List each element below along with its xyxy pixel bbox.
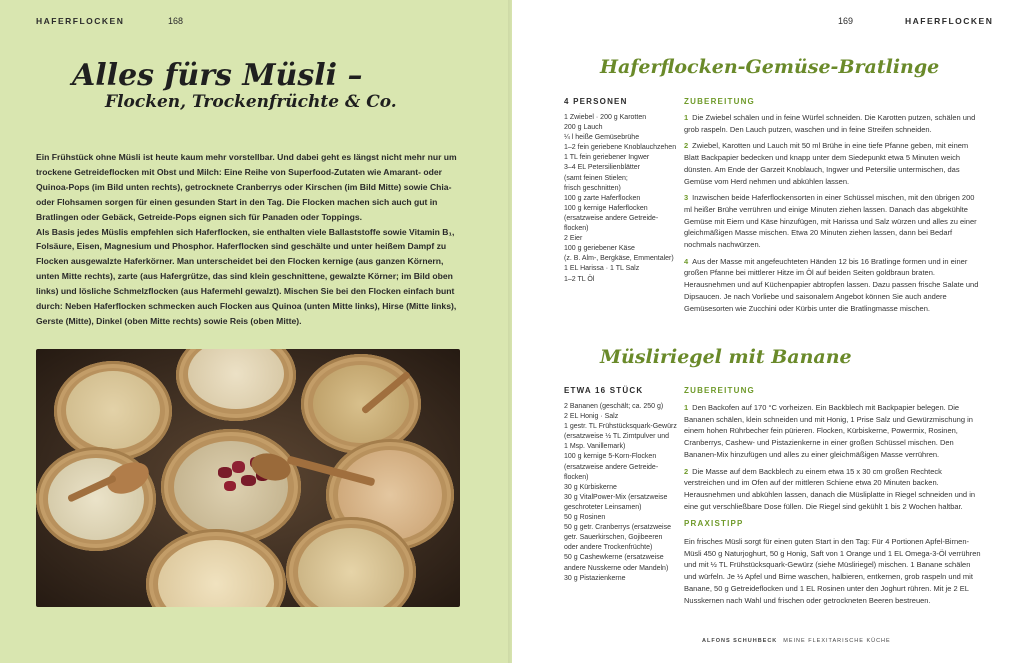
preparation-steps <box>684 112 982 319</box>
step-number: 3 <box>684 193 689 203</box>
step-text: Den Backofen auf 170 °C vorheizen. Ein Backblech mit Backpapier belegen. Die Bananen schälen, klein schneiden und mit Honig, 1 Prise Salz und Gewürzmischung in einem hohen Rührbecher fein pürieren. Flocken, Kürbiskerne, Powermix, Rosinen, Cranberrys, Cashew- und Pistazienkerne in einer großen Schüssel mischen. Den Bananen-Mix hinzufügen und alles zu einer gleichmäßigen Masse verrühren. <box>684 403 973 459</box>
ingredient: getr. Sauerkirschen, Gojibeeren <box>564 534 663 542</box>
preparation-steps <box>684 402 982 611</box>
recipe-title: Müsliriegel mit Banane <box>600 346 852 368</box>
ingredient: frisch geschnitten) <box>564 184 621 192</box>
tip-text: Ein frisches Müsli sorgt für einen guten Start in den Tag: Für 4 Portionen Apfel-Birnen-Müsli 450 g Naturjoghurt, 50 g Honig, Saft von 1 Orange und 1 EL Omega-3-Öl verrühren und mit ½ TL Frühstücksquark-Gewürz (siehe Müsliriegel) mischen. 1 Banane schälen und würfeln. Je ½ Apfel und Birne waschen, halbieren, entkernen, grob raspeln und mit Banane, 50 g Getreideflocken und 1 EL Rosinen unter den Joghurt rühren. Mit je 2 EL Nusskernen nach Wahl und frischen oder getrockneten Beeren bestreuen. <box>684 537 981 605</box>
ingredient: 2 Eier <box>564 235 583 243</box>
page-number-left: 168 <box>168 16 184 26</box>
step-text: Die Zwiebel schälen und in feine Würfel schneiden. Die Karotten putzen, schälen und grob raspeln. Den Lauch putzen, waschen und in feine Streifen schneiden. <box>684 113 976 134</box>
ingredient: flocken) <box>564 225 589 233</box>
ingredient: andere Nusskerne oder Mandeln) <box>564 564 669 572</box>
ingredient: 30 g Pistazienkerne <box>564 574 626 582</box>
ingredient: oder andere Trockenfrüchte) <box>564 544 653 552</box>
ingredient: ¼ l heiße Gemüsebrühe <box>564 134 640 142</box>
page-footer <box>702 638 891 644</box>
ingredient: 2 Bananen (geschält; ca. 250 g) <box>564 403 664 410</box>
ingredient: 30 g Kürbiskerne <box>564 483 617 491</box>
preparation-label: ZUBEREITUNG <box>684 97 755 106</box>
running-head-left: HAFERFLOCKEN <box>36 16 125 26</box>
running-head-right: HAFERFLOCKEN <box>905 16 994 26</box>
ingredient: (ersatzweise andere Getreide- <box>564 463 659 471</box>
ingredient: (z. B. Alm-, Bergkäse, Emmentaler) <box>564 255 674 263</box>
ingredient-list <box>564 402 677 584</box>
step-number: 1 <box>684 113 689 122</box>
ingredient: 100 g geriebener Käse <box>564 245 635 253</box>
ingredient: 1–2 fein geriebene Knoblauchzehen <box>564 144 677 152</box>
ingredient: flocken) <box>564 473 589 481</box>
ingredient: 50 g Rosinen <box>564 514 606 522</box>
ingredient: 50 g getr. Cranberrys (ersatzweise <box>564 524 671 532</box>
ingredient: 1–2 TL Öl <box>564 275 595 283</box>
page-number-right: 169 <box>838 16 854 26</box>
ingredient: 30 g VitalPower-Mix (ersatzweise <box>564 493 668 501</box>
ingredient: 200 g Lauch <box>564 124 603 132</box>
page-subtitle: Flocken, Trockenfrüchte & Co. <box>105 92 397 112</box>
cereal-flakes-photo <box>36 349 460 607</box>
ingredient: (samt feinen Stielen; <box>564 174 628 182</box>
step-number: 4 <box>684 256 689 266</box>
ingredient: 3–4 EL Petersilienblätter <box>564 164 641 172</box>
step-text: Die Masse auf dem Backblech zu einem etwa 15 x 30 cm großen Rechteck verstreichen und im Ofen auf der mittleren Schiene etwa 20 Minuten backen. Herausnehmen und abkühlen lassen, danach die Müsliplatte in Riegel schneiden und in eine gut verschließbare Dose füllen. Die Riegel sind gekühlt 1 bis 2 Wochen haltbar. <box>684 466 976 511</box>
step <box>684 466 982 513</box>
ingredient: 1 TL fein geriebener Ingwer <box>564 154 650 162</box>
preparation-label: ZUBEREITUNG <box>684 386 755 395</box>
step-number: 2 <box>684 141 689 151</box>
footer-book-title: MEINE FLEXITARISCHE KÜCHE <box>783 638 891 644</box>
step <box>684 256 982 315</box>
ingredient: 1 EL Harissa · 1 TL Salz <box>564 265 640 273</box>
ingredient: 2 EL Honig · Salz <box>564 413 619 421</box>
ingredient: 1 Msp. Vanillemark) <box>564 443 626 451</box>
tip-label: PRAXISTIPP <box>684 519 744 529</box>
page-title: Alles fürs Müsli – <box>72 58 363 93</box>
step-text: Zwiebel, Karotten und Lauch mit 50 ml Brühe in eine tiefe Pfanne geben, mit einem Blatt Backpapier bedecken und knapp unter dem Siedepunkt etwa 5 Minuten weich dünsten. Am Ende der Garzeit Knoblauch, Ingwer und Petersilie untermischen, das Gemüse vom Herd nehmen und abkühlen lassen. <box>684 141 969 186</box>
ingredient: 1 Zwiebel · 200 g Karotten <box>564 114 647 121</box>
step <box>684 140 982 187</box>
step-text: Aus der Masse mit angefeuchteten Händen 12 bis 16 Bratlinge formen und in einer großen Pfanne bei mittlerer Hitze im Öl auf beiden Seiten goldbraun braten. Herausnehmen und auf Küchenpapier abtropfen lassen. Dazu passen frische Salate und Dipsaucen. Je nach Vorliebe und saisonalem Angebot können Sie auch andere Gemüsesorten wie Zucchini oder Kürbis unter die Bratlingmasse mischen. <box>684 256 979 313</box>
ingredient: 1 gestr. TL Frühstücksquark-Gewürz <box>564 423 677 431</box>
servings-label: 4 PERSONEN <box>564 97 628 106</box>
intro-paragraph: Ein Frühstück ohne Müsli ist heute kaum mehr vorstellbar. Und dabei geht es längst nicht mehr nur um trockene Getreideflocken mit Obst und Milch: Eine Reihe von Superfood-Zutaten wie Amarant- oder Quinoa-Pops (im Bild unten rechts), getrocknete Cranberrys oder Kirschen (im Bild Mitte) sowie Chia- oder Flohsamen sorgen für einen gesunden Start in den Tag. Die Flocken machen sich auch gut in Bratlingen oder Gebäck, Getreide-Pops eignen sich für Panaden oder Toppings. <box>36 152 457 222</box>
step-number: 2 <box>684 466 689 476</box>
ingredient: 50 g Cashewkerne (ersatzweise <box>564 554 664 562</box>
recipe-title: Haferflocken-Gemüse-Bratlinge <box>600 56 940 78</box>
step-number: 1 <box>684 403 689 412</box>
step <box>684 112 982 135</box>
footer-author: ALFONS SCHUHBECK <box>702 638 778 644</box>
ingredient: geschroteter Leinsamen) <box>564 503 642 511</box>
step <box>684 402 982 461</box>
intro-paragraph: Als Basis jedes Müslis empfehlen sich Haferflocken, sie enthalten viele Ballaststoffe sowie Vitamin B₁, Folsäure, Eisen, Magnesium und Phosphor. Haferflocken sind geschälte und unter heißem Dampf zu Flocken ausgewalzte Haferkörner. Man unterscheidet bei den Flocken kernige (aus ganzen Körnern, unten Mitte rechts), zarte (aus Hafergrütze, das sind klein geschnittene, gewalzte Körner; im Bild oben links) und lösliche Schmelzflocken (aus Hafermehl gewalzt). Mischen Sie bei den Flocken einfach bunt durch: Neben Haferflocken schmecken auch Flocken aus Quinoa (unten Mitte links), Hirse (Mitte links), Gerste (Mitte), Dinkel (oben Mitte rechts) sowie Reis (oben Mitte). <box>36 226 457 326</box>
ingredient-list <box>564 113 677 285</box>
step-text: Inzwischen beide Haferflockensorten in einer Schüssel mischen, mit den übrigen 200 ml heißer Brühe verrühren und einige Minuten ziehen lassen. Danach das abgekühlte Gemüse mit Eiern und Käse hinzufügen, mit Harissa und Salz würzen und alles zu einer gleichmäßigen Masse mischen. Etwa 20 Minuten ziehen lassen, dann bei Bedarf nochmals nachwürzen. <box>684 193 977 250</box>
intro-text <box>36 150 466 329</box>
right-page <box>512 0 1024 663</box>
servings-label: ETWA 16 STÜCK <box>564 386 644 395</box>
step <box>684 192 982 251</box>
ingredient: 100 g kernige 5-Korn-Flocken <box>564 453 657 461</box>
ingredient: (ersatzweise ½ TL Zimtpulver und <box>564 433 670 441</box>
ingredient: (ersatzweise andere Getreide- <box>564 214 659 222</box>
ingredient: 100 g zarte Haferflocken <box>564 194 641 202</box>
ingredient: 100 g kernige Haferflocken <box>564 204 648 212</box>
